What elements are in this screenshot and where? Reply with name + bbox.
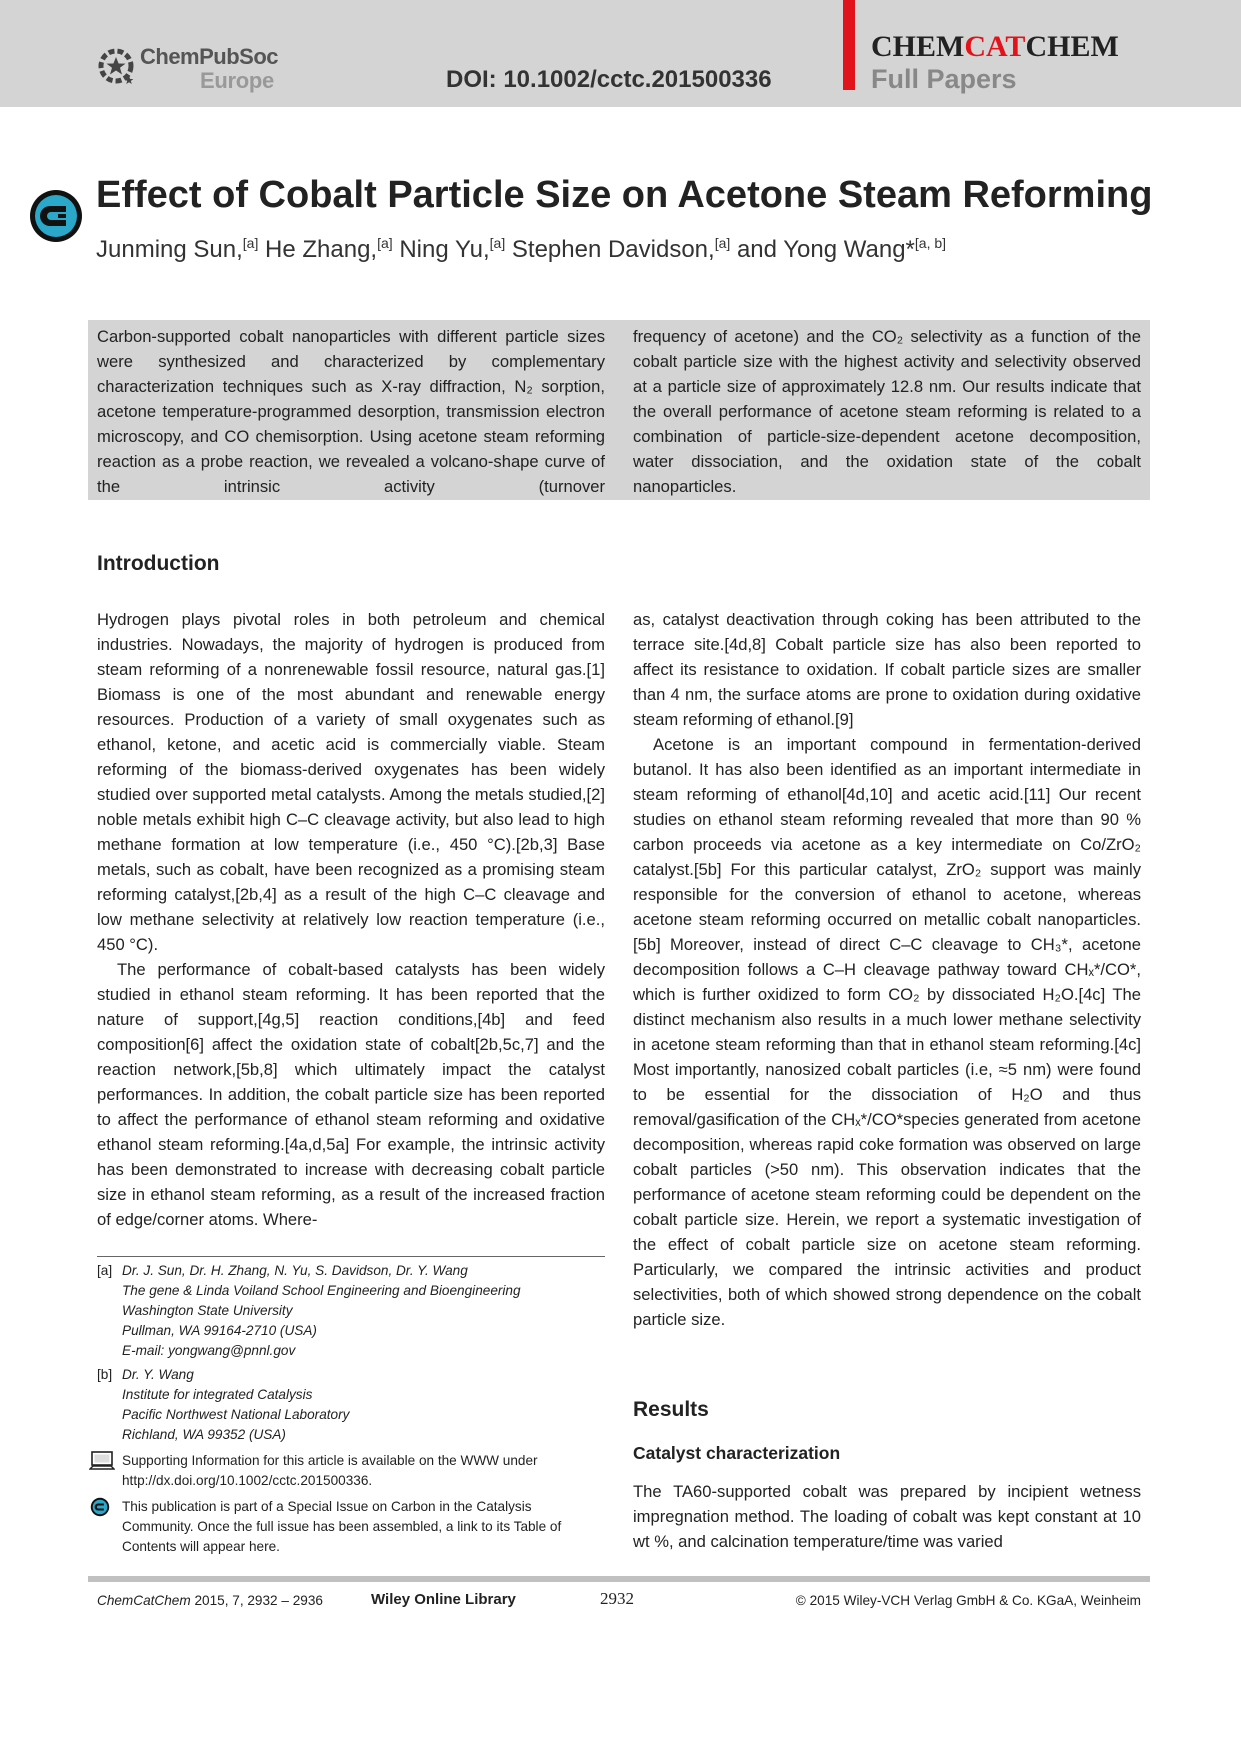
doi-text[interactable]: DOI: 10.1002/cctc.201500336: [446, 66, 772, 93]
abstract-left-column: [97, 324, 605, 499]
footer-year-volume: 2015, 7, 2932 – 2936: [194, 1593, 323, 1608]
special-issue-text: This publication is part of a Special Issue on Carbon in the Catalysis Community. Once the full issue has been assembled, a link to its Table of Contents will appear here.: [122, 1499, 562, 1554]
catalyst-characterization-heading: Catalyst characterization: [633, 1443, 841, 1463]
computer-icon: [89, 1451, 115, 1471]
footer-journal: ChemCatChem: [97, 1593, 191, 1608]
footer-rule: [88, 1576, 1150, 1582]
affiliation-b: [97, 1365, 605, 1445]
page-number: 2932: [600, 1589, 634, 1608]
affiliation-line: Institute for integrated Catalysis: [122, 1387, 313, 1402]
results-column: [633, 1479, 1141, 1554]
introduction-heading: Introduction: [97, 552, 220, 575]
special-issue-badge-icon[interactable]: [28, 188, 84, 244]
affiliation-line: Pacific Northwest National Laboratory: [122, 1407, 350, 1422]
affiliation-a: [97, 1261, 605, 1361]
author-name[interactable]: Ning Yu,: [399, 236, 490, 263]
footer-citation: [97, 1593, 323, 1608]
paragraph: as, catalyst deactivation through coking has been attributed to the terrace site.[4d,8] Cobalt particle size has also been reported to affect its resistance to oxidation. If cobalt particle sizes are smaller than 4 nm, the surface atoms are prone to oxidation during oxidative steam reforming of ethanol.[9]: [633, 610, 1141, 729]
author-list: [96, 235, 946, 264]
affiliation-tag: [b]: [97, 1367, 113, 1382]
intro-left-column: [97, 607, 605, 1232]
results-heading: Results: [633, 1398, 709, 1421]
supporting-info-link[interactable]: Supporting Information for this article is available on the WWW under http://dx.doi.org/10.1002/cctc.201500336.: [122, 1453, 538, 1488]
special-issue-small-icon: [87, 1497, 113, 1517]
paragraph: Hydrogen plays pivotal roles in both petroleum and chemical industries. Nowadays, the majority of hydrogen is produced from steam reforming of a nonrenewable fossil resource, natural gas.[1] Biomass is one of the most abundant and renewable energy resources. Production of a variety of small oxygenates such as ethanol, ketone, and acetic acid is commercially viable. Steam reforming of the biomass-derived oxygenates has been widely studied over supported metal catalysts. Among the metals studied,[2] noble metals exhibit high C–C cleavage activity, but also lead to high methane formation at low temperature (i.e., 450 °C).[2b,3] Base metals, such as cobalt, have been recognized as a promising steam reforming catalyst,[2b,4] as a result of the high C–C cleavage and low methane selectivity at relatively low reaction temperature (i.e., 450 °C).: [97, 610, 605, 954]
affiliation-line: Dr. J. Sun, Dr. H. Zhang, N. Yu, S. Davidson, Dr. Y. Wang: [122, 1263, 468, 1278]
author-name[interactable]: and Yong Wang*: [736, 236, 915, 263]
affiliation-line: The gene & Linda Voiland School Engineering and Bioengineering: [122, 1283, 521, 1298]
author-affiliation: [a]: [714, 235, 731, 251]
author-email[interactable]: E-mail: yongwang@pnnl.gov: [122, 1343, 296, 1358]
journal-name-part2: CAT: [964, 30, 1026, 63]
author-affiliation: [a]: [489, 235, 506, 251]
affiliation-line: Washington State University: [122, 1303, 293, 1318]
chempubsoc-star-icon: [96, 46, 136, 86]
paragraph: Acetone is an important compound in fermentation-derived butanol. It has also been identified as an important intermediate in steam reforming of ethanol[4d,10] and acetic acid.[11] Our recent studies on ethanol steam reforming revealed that more than 90 % carbon proceeds via acetone as a key intermediate on Co/ZrO₂ catalyst.[5b] For this particular catalyst, ZrO₂ support was mainly responsible for the conversion of ethanol to acetone, whereas acetone steam reforming occurred on metallic cobalt nanoparticles.[5b] Moreover, instead of direct C–C cleavage to CH₃*, acetone decomposition follows a C–H cleavage pathway toward CHₓ*/CO*, which is further oxidized to form CO₂ by dissociated H₂O.[4c] The distinct mechanism also results in a much lower methane selectivity in acetone steam reforming than that in ethanol steam reforming.[4c] Most importantly, nanosized cobalt particles (i.e, ≈5 nm) were found to be essential for the dissociation of H₂O and thus removal/gasification of the CHₓ*/CO*species generated from acetone decomposition, whereas rapid coke formation was observed on large cobalt particles (>50 nm). This observation indicates that the performance of acetone steam reforming could be dependent on the cobalt particle size. Herein, we report a systematic investigation of the effect of cobalt particle size on acetone steam reforming. Particularly, we compared the intrinsic activities and product selectivities, both of which showed strong dependence on the cobalt particle size.: [633, 735, 1141, 1329]
author-affiliation: [a]: [377, 235, 393, 251]
affiliation-line: Pullman, WA 99164-2710 (USA): [122, 1323, 317, 1338]
affiliation-line: Dr. Y. Wang: [122, 1367, 194, 1382]
author-name[interactable]: Junming Sun,: [96, 236, 243, 263]
footnotes: [97, 1261, 605, 1557]
abstract-text: frequency of acetone) and the CO₂ selectivity as a function of the cobalt particle size with the highest activity and selectivity observed at a particle size of approximately 12.8 nm. Our results indicate that the overall performance of acetone steam reforming is related to a combination of particle-size-dependent acetone decomposition, water dissociation, and the oxidation state of the cobalt nanoparticles.: [633, 327, 1141, 496]
journal-name-part1: CHEM: [871, 30, 965, 63]
affiliation-tag: [a]: [97, 1263, 113, 1278]
abstract-right-column: [633, 324, 1141, 499]
article-type: Full Papers: [871, 64, 1017, 94]
footer-copyright: © 2015 Wiley-VCH Verlag GmbH & Co. KGaA, Weinheim: [795, 1593, 1141, 1608]
author-name[interactable]: He Zhang,: [265, 236, 378, 263]
publisher-name: ChemPubSoc: [140, 44, 279, 69]
journal-logo[interactable]: [871, 30, 1119, 64]
paragraph: The performance of cobalt-based catalysts has been widely studied in ethanol steam reforming. It has been reported that the nature of support,[4g,5] reaction conditions,[4b] and feed composition[6] affect the oxidation state of cobalt[2b,5c,7] and the reaction network,[5b,8] which ultimately impact the catalyst performances. In addition, the cobalt particle size has been reported to affect the performance of ethanol steam reforming and oxidative ethanol steam reforming.[4a,d,5a] For example, the intrinsic activity has been demonstrated to increase with decreasing cobalt particle size in ethanol steam reforming, as a result of the increased fraction of edge/corner atoms. Where-: [97, 960, 605, 1229]
journal-name-part3: CHEM: [1025, 30, 1119, 63]
supporting-info-note: [97, 1451, 605, 1491]
author-name[interactable]: Stephen Davidson,: [511, 236, 715, 263]
special-issue-note: [97, 1497, 605, 1557]
wiley-online-library-link[interactable]: Wiley Online Library: [371, 1591, 516, 1608]
author-affiliation: [a, b]: [914, 235, 947, 251]
journal-accent-bar: [843, 0, 855, 90]
footnote-divider: [97, 1256, 605, 1257]
affiliation-line: Richland, WA 99352 (USA): [122, 1427, 286, 1442]
publisher-region: Europe: [200, 68, 274, 93]
abstract-text: Carbon-supported cobalt nanoparticles with different particle sizes were synthesized and characterized by complementary characterization techniques such as X-ray diffraction, N₂ sorption, acetone temperature-programmed desorption, transmission electron microscopy, and CO chemisorption. Using acetone steam reforming reaction as a probe reaction, we revealed a volcano-shape curve of the intrinsic activity (turnover: [97, 327, 605, 496]
publisher-logo[interactable]: [96, 44, 286, 94]
intro-right-column: [633, 607, 1141, 1332]
article-title: Effect of Cobalt Particle Size on Acetone Steam Reforming: [96, 174, 1153, 216]
author-affiliation: [a]: [242, 235, 259, 251]
paragraph: The TA60-supported cobalt was prepared by incipient wetness impregnation method. The loading of cobalt was kept constant at 10 wt %, and calcination temperature/time was varied: [633, 1482, 1141, 1551]
